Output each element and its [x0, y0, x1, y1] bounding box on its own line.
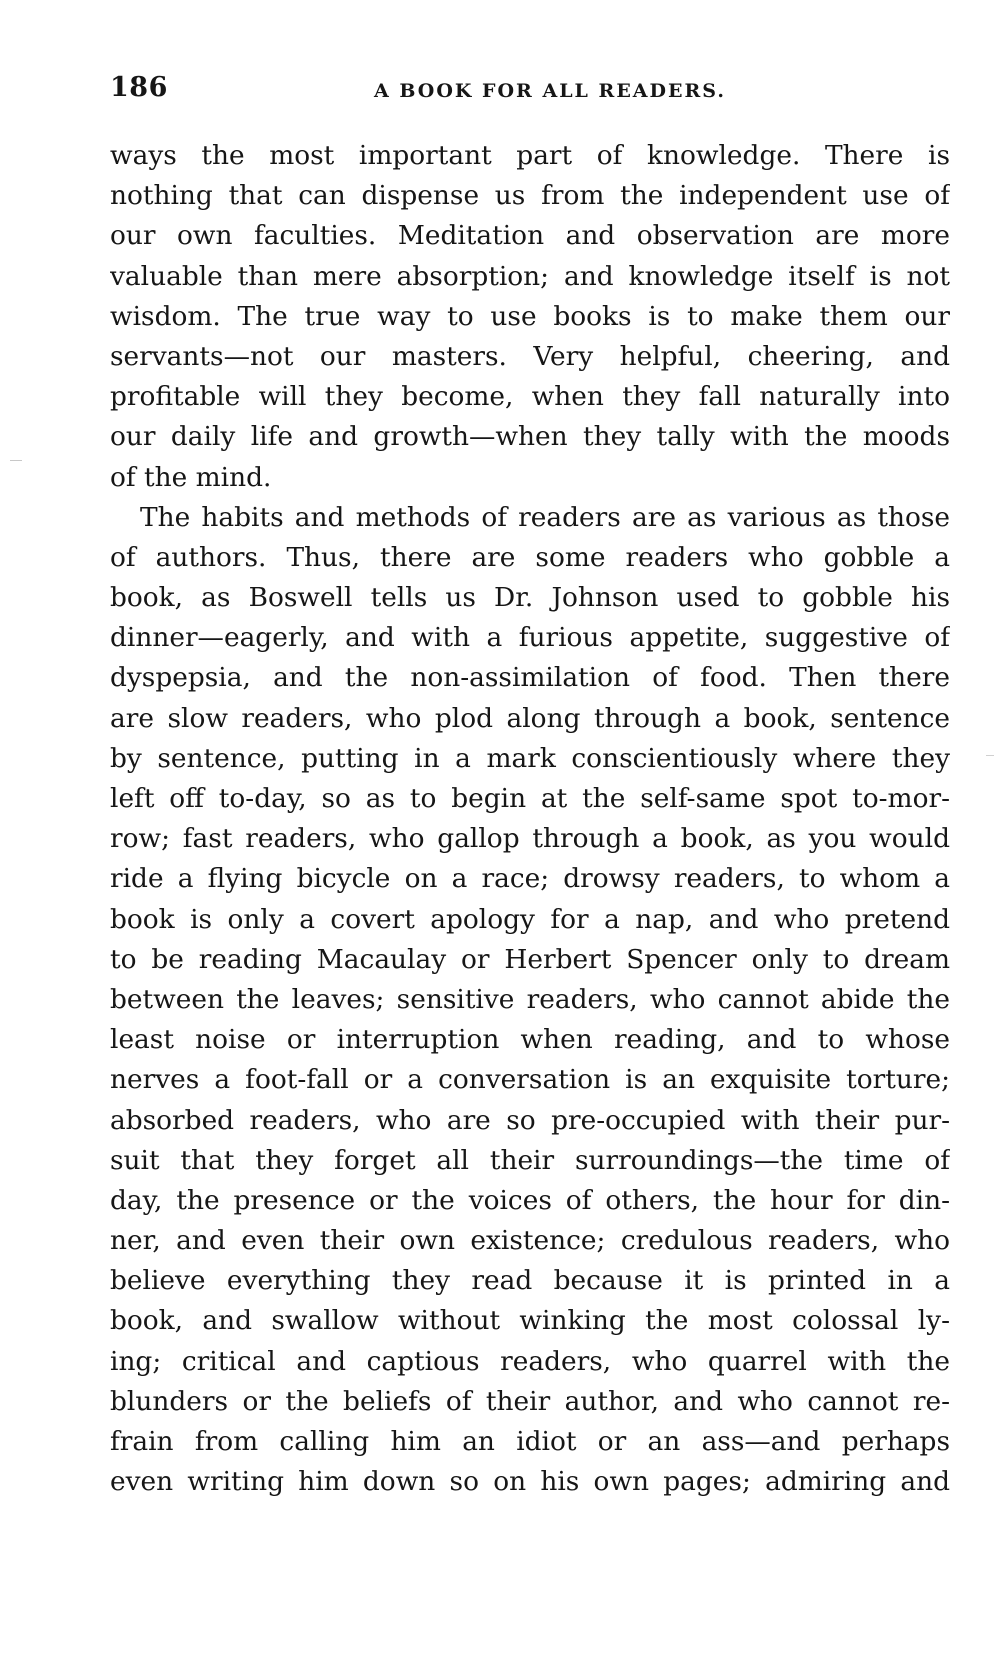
text-line: day, the presence or the voices of others, the hour for din- — [110, 1184, 950, 1216]
scan-margin-mark — [10, 460, 22, 461]
scan-margin-mark — [986, 755, 994, 756]
text-line: least noise or interruption when reading, and to whose — [110, 1024, 950, 1056]
text-line: valuable than mere absorption; and knowledge itself is not — [110, 260, 950, 292]
text-line: ing; critical and captious readers, who quarrel with the — [110, 1345, 950, 1377]
text-line: absorbed readers, who are so pre-occupied with their pur- — [110, 1104, 950, 1136]
text-line: row; fast readers, who gallop through a book, as you would — [110, 823, 950, 855]
text-line: ways the most important part of knowledge. There is — [110, 140, 950, 171]
paragraph-1 — [110, 136, 950, 498]
running-title: A BOOK FOR ALL READERS. — [374, 80, 726, 102]
text-line: to be reading Macaulay or Herbert Spencer only to dream — [110, 943, 950, 975]
text-line: nothing that can dispense us from the independent use of — [110, 180, 950, 212]
body-text — [110, 136, 950, 1502]
text-line: suit that they forget all their surroundings—the time of — [110, 1144, 950, 1176]
text-line: frain from calling him an idiot or an ass—and perhaps — [110, 1426, 950, 1457]
text-line: servants—not our masters. Very helpful, cheering, and — [110, 340, 950, 372]
text-line: ner, and even their own existence; credulous readers, who — [110, 1225, 950, 1257]
text-line: ride a flying bicycle on a race; drowsy readers, to whom a — [110, 863, 950, 895]
text-line: book, as Boswell tells us Dr. Johnson used to gobble his — [110, 582, 950, 614]
text-line: our own faculties. Meditation and observation are more — [110, 220, 950, 252]
text-line: dinner—eagerly, and with a furious appetite, suggestive of — [110, 622, 950, 654]
text-line: dyspepsia, and the non-assimilation of food. Then there — [110, 662, 950, 694]
text-line: profitable will they become, when they fall naturally into — [110, 381, 950, 413]
text-line: of authors. Thus, there are some readers who gobble a — [110, 541, 950, 573]
running-head — [110, 72, 950, 108]
text-line: book is only a covert apology for a nap, and who pretend — [110, 903, 950, 935]
text-line: our daily life and growth—when they tally with the moods — [110, 421, 950, 453]
text-line: are slow readers, who plod along through a book, sentence — [110, 702, 950, 734]
text-line: by sentence, putting in a mark conscientiously where they — [110, 742, 950, 774]
text-line: The habits and methods of readers are as various as those — [140, 501, 950, 533]
text-line: blunders or the beliefs of their author, and who cannot re- — [110, 1385, 950, 1417]
text-line: believe everything they read because it is printed in a — [110, 1265, 950, 1297]
text-line: of the mind. — [110, 461, 272, 493]
text-line: between the leaves; sensitive readers, who cannot abide the — [110, 983, 950, 1015]
text-line: wisdom. The true way to use books is to make them our — [110, 300, 950, 332]
page-number: 186 — [110, 72, 168, 103]
text-line: book, and swallow without winking the most colossal ly- — [110, 1305, 950, 1337]
text-line: left off to-day, so as to begin at the self-same spot to-mor- — [110, 783, 950, 814]
text-line: even writing him down so on his own pages; admiring and — [110, 1466, 950, 1498]
text-line: nerves a foot-fall or a conversation is an exquisite torture; — [110, 1064, 950, 1096]
paragraph-2 — [110, 498, 950, 1503]
